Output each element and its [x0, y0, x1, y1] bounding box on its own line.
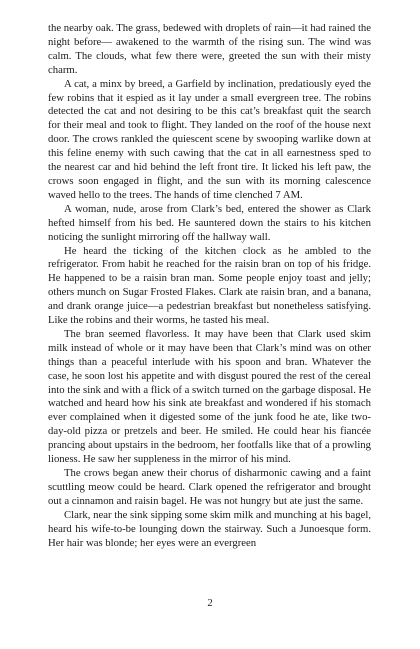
paragraph-crows-anew: The crows began anew their chorus of disharmonic cawing and a faint scuttling meow could be heard. Clark opened the refrigerator and brought out a cinnamon and raisin bagel. He was not hungry but ate just the same.	[48, 467, 371, 507]
paragraph-kitchen-clock: He heard the ticking of the kitchen clock as he ambled to the refrigerator. From habit he reached for the raisin bran on top of his fridge. He happened to be a raisin bran man. Some people enjoy toast and jelly; others munch on Sugar Frosted Flakes. Clark ate raisin bran, and a banana, and drank orange juice—a pedestrian breakfast but nonetheless satisfying. Like the robins and their worms, he tasted his meal.	[48, 244, 371, 327]
paragraph-bran-flavorless: The bran seemed flavorless. It may have been that Clark used skim milk instead of whole or it may have been that Clark’s mind was on other things than a peaceful interlude with his spoon and bran. Whatever the case, he soon lost his appetite and with disgust poured the rest of the cereal into the sink and with a flick of a switch turned on the garbage disposal. He watched and heard how his sink ate breakfast and wondered if his stomach ever complained when it digested some of the junk food he ate, like two-day-old pizza or pretzels and beer. He smiled. He could hear his fiancée prancing about upstairs in the bedroom, her footfalls like that of a prowling lioness. He saw her suppleness in the mirror of his mind.	[48, 327, 371, 466]
page-number: 2	[207, 597, 213, 609]
paragraph-woman-arose: A woman, nude, arose from Clark’s bed, entered the shower as Clark hefted himself from his bed. He sauntered down the stairs to his kitchen noticing the sunlight mirroring off the hallway wall.	[48, 202, 371, 243]
book-page-body	[48, 22, 371, 550]
paragraph-clark-near-sink: Clark, near the sink sipping some skim milk and munching at his bagel, heard his wife-to-be lounging down the stairway. Such a Junoesque form. Her hair was blonde; her eyes were an evergreen	[48, 508, 371, 549]
paragraph-cat-and-robins: A cat, a minx by breed, a Garfield by inclination, predatiously eyed the few robins that it espied as it lay under a small evergreen tree. The robins detected the cat and not desiring to be this cat’s breakfast quit the search for their meal and took to flight. They landed on the roof of the house next door. The crows rankled the quiescent scene by swooping warlike down at this feline enemy with such cawing that the cat in all earnestness sped to the nearest car and hid behind the left front tire. It licked his left paw, the crows soon engaged in flight, and the sun with its morning calescence waved hello to the trees. The hands of time clenched 7 AM.	[48, 77, 371, 201]
paragraph-continued: the nearby oak. The grass, bedewed with droplets of rain—it had rained the night before— awakened to the warmth of the rising sun. The wind was calm. The clouds, what few there were, greeted the sun with their misty charm.	[48, 22, 371, 76]
